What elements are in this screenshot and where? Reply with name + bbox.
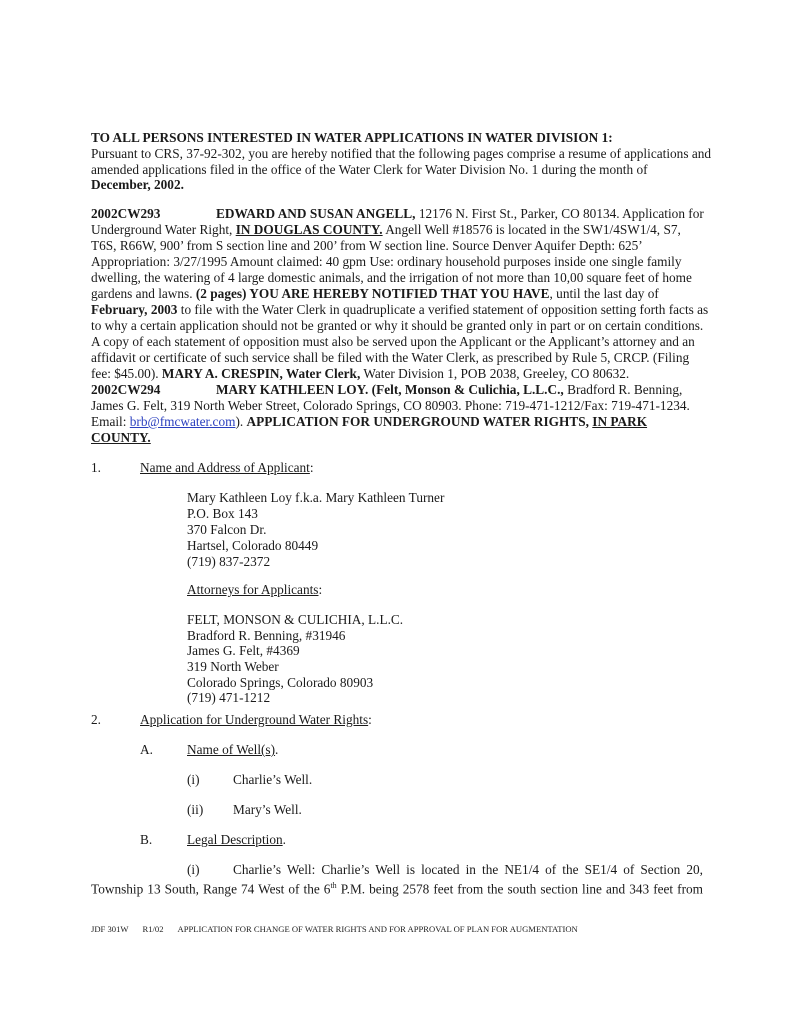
attorney-line: (719) 471-1212: [187, 690, 271, 705]
case1-line: affidavit or certificate of such service shall be filed with the Water Clerk, as prescribed by Rule 5, CRCP. (Filing: [91, 350, 690, 365]
heading-period: .: [282, 832, 286, 847]
legal-description-line: Charlie’s Well: Charlie’s Well is located in the NE1/4 of the SE1/4 of Section 20,: [233, 862, 703, 877]
case-text: , until the last day of: [549, 286, 659, 301]
case-text: Angell Well #18576 is located in the SW1/4SW1/4, S7,: [382, 222, 681, 237]
attorney-line: James G. Felt, #4369: [187, 643, 300, 658]
attorney-line: 319 North Weber: [187, 659, 279, 674]
case-applicant: MARY KATHLEEN LOY. (Felt, Monson & Culichia, L.L.C.,: [216, 382, 564, 397]
notice-statement: (2 pages) YOU ARE HEREBY NOTIFIED THAT YOU HAVE: [195, 286, 550, 301]
heading-period: .: [275, 742, 279, 757]
case-text: Underground Water Right,: [91, 222, 236, 237]
deadline-date: February, 2003: [91, 302, 178, 317]
section-heading: [140, 460, 314, 476]
legal-text: P.M. being 2578 feet from the south section line and 343 feet from: [336, 881, 704, 897]
legal-number: (i): [187, 862, 200, 877]
case1-line: [91, 222, 681, 238]
attorneys-heading: [187, 582, 322, 598]
well-name: Charlie’s Well.: [233, 772, 313, 787]
case1-line: to why a certain application should not be granted or why it should be granted only in part or on certain conditions.: [91, 318, 704, 333]
case2-line: [91, 414, 647, 430]
case-text: Water Division 1, POB 2038, Greeley, CO 80632.: [360, 366, 630, 381]
attorneys-heading-text: Attorneys for Applicants: [187, 582, 319, 597]
page-footer: [91, 924, 592, 934]
case-text: to file with the Water Clerk in quadruplicate a verified statement of opposition setting forth facts as: [177, 302, 709, 317]
subsection-label: A.: [140, 742, 153, 757]
case1-line: Appropriation: 3/27/1995 Amount claimed: 40 gpm Use: ordinary household purposes inside one single family: [91, 254, 682, 269]
subsection-heading-text: Name of Well(s): [187, 742, 276, 757]
well-number: (i): [187, 772, 200, 787]
form-id: JDF 301W: [91, 924, 129, 934]
case1-line: [91, 302, 708, 318]
email-link[interactable]: brb@fmcwater.com: [129, 414, 236, 429]
section-heading-text: Application for Underground Water Rights: [140, 712, 369, 727]
subsection-heading: [187, 832, 286, 848]
case1-line: dwelling, the watering of 4 large domestic animals, and the irrigation of not more than 10,00 square feet of home: [91, 270, 692, 285]
intro-line: amended applications filed in the office of the Water Clerk for Water Division No. 1 during the month of: [91, 162, 648, 177]
application-title: APPLICATION FOR UNDERGROUND WATER RIGHTS,: [246, 414, 593, 429]
section-number: 1.: [91, 460, 101, 475]
notice-title: TO ALL PERSONS INTERESTED IN WATER APPLICATIONS IN WATER DIVISION 1:: [91, 130, 613, 145]
section-number: 2.: [91, 712, 101, 727]
applicant-address-line: P.O. Box 143: [187, 506, 258, 521]
legal-text: Township 13 South, Range 74 West of the 6: [91, 881, 331, 897]
case-text: 12176 N. First St., Parker, CO 80134. Application for: [415, 206, 704, 221]
section-heading-text: Name and Address of Applicant: [140, 460, 310, 475]
heading-colon: :: [309, 460, 314, 475]
applicant-address-line: 370 Falcon Dr.: [187, 522, 267, 537]
applicant-address-line: (719) 837-2372: [187, 554, 271, 569]
case2-line: [91, 382, 682, 398]
case1-line: T6S, R66W, 900’ from S section line and 200’ from W section line. Source Denver Aquifer Depth: 625’: [91, 238, 643, 253]
subsection-heading-text: Legal Description: [187, 832, 283, 847]
form-revision: R1/02: [142, 924, 164, 934]
heading-colon: :: [368, 712, 372, 727]
case-text: Bradford R. Benning,: [563, 382, 683, 397]
case2-line: James G. Felt, 319 North Weber Street, Colorado Springs, CO 80903. Phone: 719-471-1212/Fax: 719-471-1234.: [91, 398, 690, 413]
intro-month: December, 2002.: [91, 177, 184, 192]
subsection-heading: [187, 742, 278, 758]
case-applicant: EDWARD AND SUSAN ANGELL,: [216, 206, 416, 221]
case-text: Email:: [91, 414, 130, 429]
water-clerk-name: MARY A. CRESPIN, Water Clerk,: [161, 366, 361, 381]
county-label: IN PARK: [592, 414, 648, 429]
well-name: Mary’s Well.: [233, 802, 302, 817]
attorney-line: Colorado Springs, Colorado 80903: [187, 675, 374, 690]
case1-line: [91, 366, 629, 382]
intro-line: Pursuant to CRS, 37-92-302, you are hereby notified that the following pages comprise a resume of applications and: [91, 146, 712, 161]
case1-line: [91, 286, 659, 302]
case-text: fee: $45.00).: [91, 366, 162, 381]
subsection-label: B.: [140, 832, 153, 847]
county-label: IN DOUGLAS COUNTY.: [235, 222, 383, 237]
case-number: 2002CW293: [91, 206, 161, 221]
case-text: ).: [235, 414, 247, 429]
applicant-address-line: Hartsel, Colorado 80449: [187, 538, 319, 553]
case-text: gardens and lawns.: [91, 286, 196, 301]
case1-line: A copy of each statement of opposition must also be served upon the Applicant or the Applicant’s attorney and an: [91, 334, 695, 349]
ordinal-suffix: th: [330, 881, 337, 890]
section-heading: [140, 712, 372, 728]
county-label: COUNTY.: [91, 430, 151, 445]
case-number: 2002CW294: [91, 382, 161, 397]
legal-description-line: [91, 878, 703, 897]
attorney-line: FELT, MONSON & CULICHIA, L.L.C.: [187, 612, 404, 627]
applicant-address-line: Mary Kathleen Loy f.k.a. Mary Kathleen Turner: [187, 490, 445, 505]
well-number: (ii): [187, 802, 204, 817]
case1-line: [91, 206, 704, 222]
attorney-line: Bradford R. Benning, #31946: [187, 628, 346, 643]
heading-colon: :: [318, 582, 323, 597]
form-title: APPLICATION FOR CHANGE OF WATER RIGHTS AND FOR APPROVAL OF PLAN FOR AUGMENTATION: [177, 924, 578, 934]
